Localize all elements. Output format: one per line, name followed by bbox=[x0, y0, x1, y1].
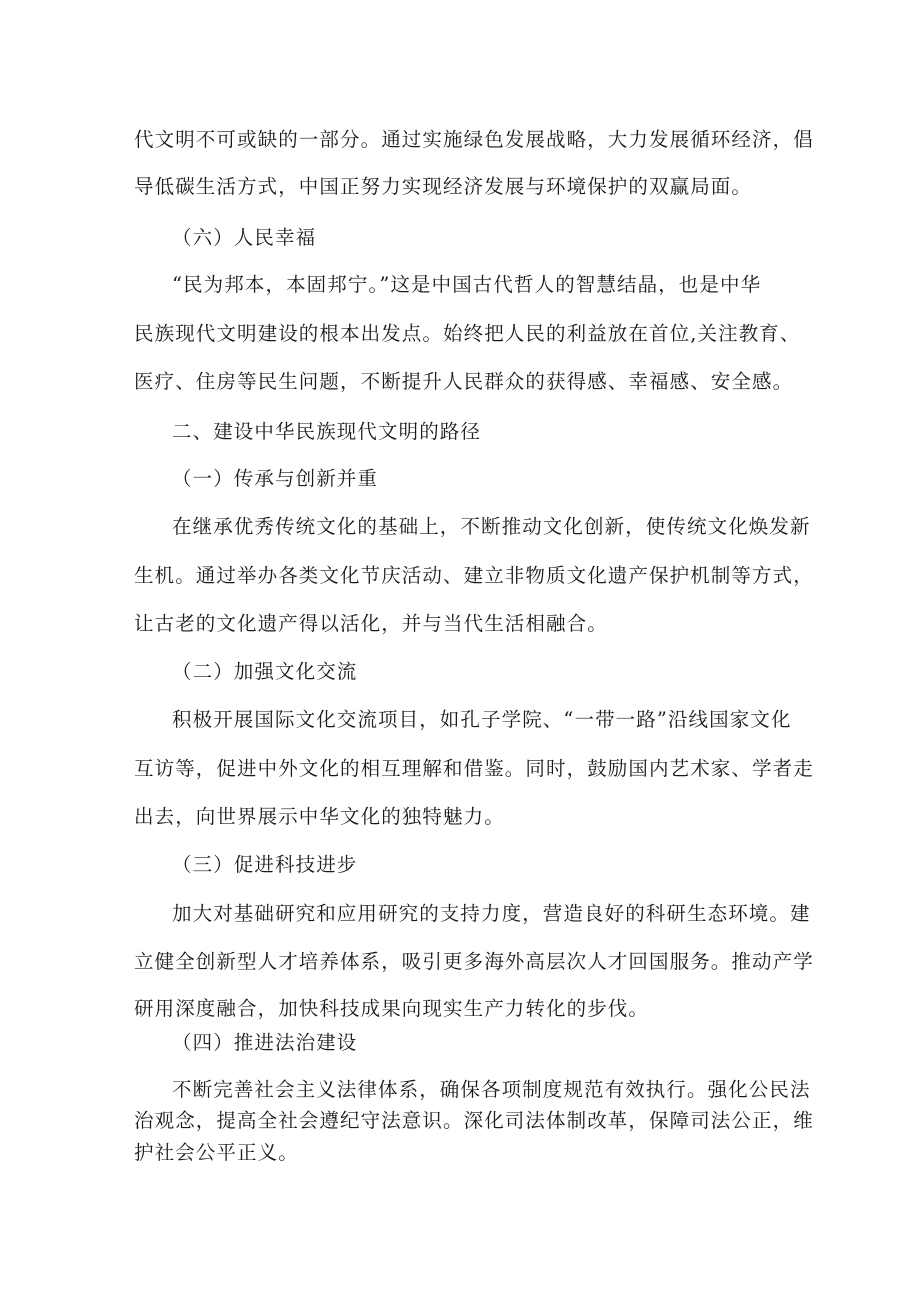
section-heading: （六）人民幸福 bbox=[172, 226, 317, 249]
paragraph-line: 治观念，提高全社会遵纪守法意识。深化司法体制改革，保障司法公正，维 bbox=[134, 1109, 814, 1132]
paragraph-line: 积极开展国际文化交流项目，如孔子学院、“一带一路”沿线国家文化 bbox=[172, 708, 792, 731]
paragraph-line: 加大对基础研究和应用研究的支持力度，营造良好的科研生态环境。建 bbox=[172, 902, 811, 925]
paragraph-line: 研用深度融合，加快科技成果向现实生产力转化的步伐。 bbox=[134, 997, 650, 1020]
section-heading: （二）加强文化交流 bbox=[172, 660, 358, 683]
section-heading: （四）推进法治建设 bbox=[172, 1031, 358, 1054]
section-heading: （一）传承与创新并重 bbox=[172, 467, 379, 490]
paragraph-line: 导低碳生活方式，中国正努力实现经济发展与环境保护的双赢局面。 bbox=[134, 175, 753, 198]
section-heading: （三）促进科技进步 bbox=[172, 853, 358, 876]
paragraph-line: 不断完善社会主义法律体系，确保各项制度规范有效执行。强化公民法 bbox=[172, 1078, 811, 1101]
paragraph-line: 生机。通过举办各类文化节庆活动、建立非物质文化遗产保护机制等方式， bbox=[134, 564, 814, 587]
paragraph-line: 代文明不可或缺的一部分。通过实施绿色发展战略，大力发展循环经济，倡 bbox=[134, 128, 814, 151]
paragraph-line: 护社会公平正义。 bbox=[134, 1141, 299, 1164]
paragraph-line: 互访等，促进中外文化的相互理解和借鉴。同时，鼓励国内艺术家、学者走 bbox=[134, 757, 814, 780]
chapter-heading: 二、建设中华民族现代文明的路径 bbox=[172, 420, 482, 443]
paragraph-line: 立健全创新型人才培养体系，吸引更多海外高层次人才回国服务。推动产学 bbox=[134, 950, 814, 973]
paragraph-line: 让古老的文化遗产得以活化，并与当代生活相融合。 bbox=[134, 612, 608, 635]
paragraph-line: 医疗、住房等民生问题，不断提升人民群众的获得感、幸福感、安全感。 bbox=[134, 370, 794, 393]
paragraph-line: 在继承优秀传统文化的基础上，不断推动文化创新，使传统文化焕发新 bbox=[172, 515, 811, 538]
paragraph-line: 民族现代文明建设的根本出发点。始终把人民的利益放在首位,关注教育、 bbox=[134, 322, 801, 345]
paragraph-line: “民为邦本，本固邦宁。”这是中国古代哲人的智慧结晶，也是中华 bbox=[172, 273, 762, 296]
paragraph-line: 出去，向世界展示中华文化的独特魅力。 bbox=[134, 805, 505, 828]
